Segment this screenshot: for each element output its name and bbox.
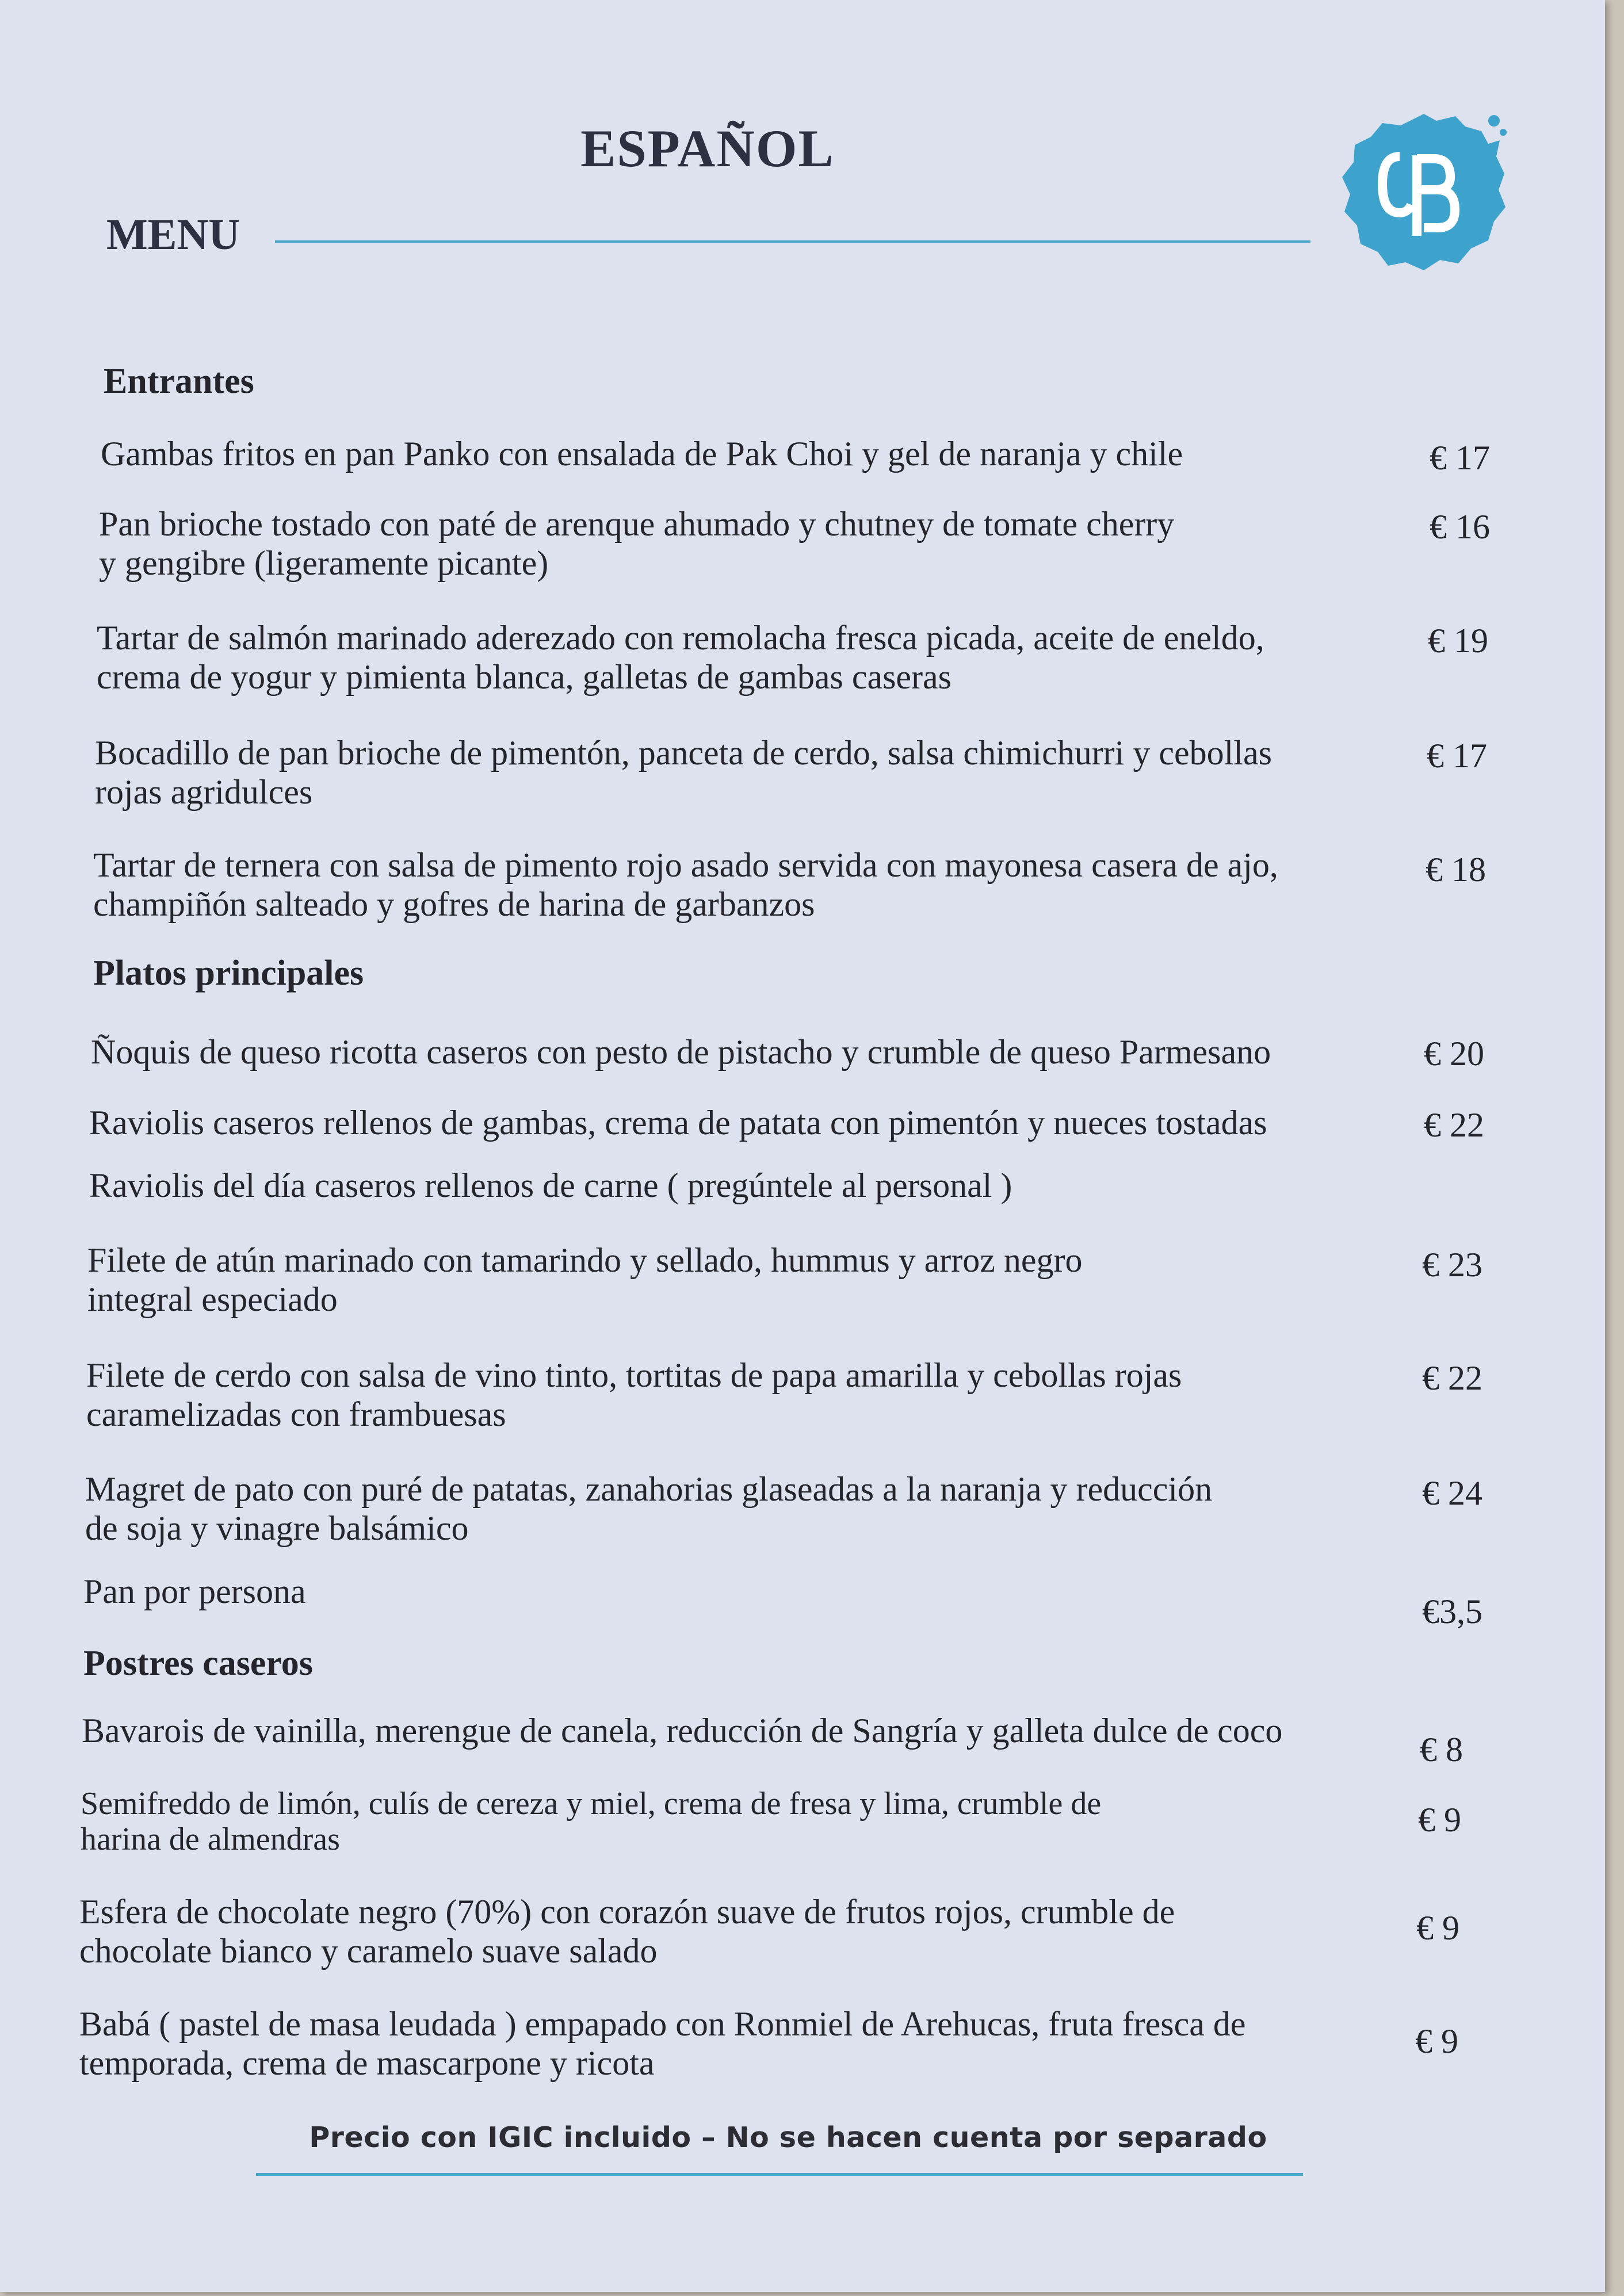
section-title-postres-caseros: Postres caseros bbox=[83, 1644, 313, 1683]
item-description: Babá ( pastel de masa leudada ) empapado con Ronmiel de Arehucas, fruta fresca de temporada, crema de mascarpone y ricota bbox=[79, 2005, 1246, 2082]
item-description: Bavarois de vainilla, merengue de canela, reducción de Sangría y galleta dulce de coco bbox=[82, 1712, 1283, 1750]
item-price: € 17 bbox=[1430, 439, 1490, 477]
qb-logo-icon bbox=[1338, 104, 1510, 276]
item-price: € 8 bbox=[1420, 1731, 1463, 1769]
item-description: Semifreddo de limón, culís de cereza y miel, crema de fresa y lima, crumble de harina de almendras bbox=[81, 1786, 1102, 1857]
item-description: Tartar de ternera con salsa de pimento rojo asado servida con mayonesa casera de ajo, champiñón salteado y gofres de harina de garbanzos bbox=[93, 846, 1278, 923]
item-description: Filete de cerdo con salsa de vino tinto, tortitas de papa amarilla y cebollas rojas caramelizadas con frambuesas bbox=[86, 1356, 1182, 1433]
item-price: € 18 bbox=[1426, 851, 1486, 889]
item-price: € 23 bbox=[1422, 1246, 1482, 1284]
item-price: €3,5 bbox=[1422, 1593, 1482, 1631]
item-price: € 22 bbox=[1424, 1106, 1484, 1144]
section-title-entrantes: Entrantes bbox=[104, 362, 254, 401]
menu-item bbox=[89, 1166, 1412, 1205]
header-divider bbox=[275, 240, 1310, 243]
item-price: € 20 bbox=[1424, 1035, 1484, 1073]
item-price: € 9 bbox=[1415, 2022, 1458, 2060]
menu-item bbox=[85, 1470, 1408, 1548]
menu-item bbox=[97, 618, 1420, 697]
item-description: Esfera de chocolate negro (70%) con corazón suave de frutos rojos, crumble de chocolate bianco y caramelo suave salado bbox=[79, 1893, 1175, 1970]
item-description: Raviolis del día caseros rellenos de carne ( pregúntele al personal ) bbox=[89, 1166, 1012, 1204]
item-price: € 9 bbox=[1416, 1909, 1459, 1947]
item-price: € 22 bbox=[1422, 1359, 1482, 1397]
item-description: Pan por persona bbox=[83, 1572, 306, 1610]
menu-item bbox=[82, 1711, 1405, 1750]
item-description: Filete de atún marinado con tamarindo y sellado, hummus y arroz negro integral especiado bbox=[87, 1241, 1083, 1318]
item-description: Bocadillo de pan brioche de pimentón, panceta de cerdo, salsa chimichurri y cebollas rojas agridulces bbox=[95, 734, 1272, 811]
item-description: Pan brioche tostado con paté de arenque ahumado y chutney de tomate cherry y gengibre (ligeramente picante) bbox=[99, 505, 1175, 582]
menu-label: MENU bbox=[106, 211, 240, 259]
item-price: € 17 bbox=[1427, 737, 1487, 775]
menu-item bbox=[89, 1103, 1412, 1142]
menu-item bbox=[81, 1786, 1404, 1857]
menu-item bbox=[79, 1892, 1403, 1970]
footer-divider bbox=[256, 2173, 1303, 2176]
menu-item bbox=[99, 504, 1422, 583]
item-price: € 16 bbox=[1430, 508, 1490, 546]
menu-item bbox=[87, 1241, 1411, 1319]
item-description: Ñoquis de queso ricotta caseros con pesto de pistacho y crumble de queso Parmesano bbox=[91, 1033, 1271, 1071]
item-description: Magret de pato con puré de patatas, zanahorias glaseadas a la naranja y reducción de soja y vinagre balsámico bbox=[85, 1470, 1213, 1547]
footer-note: Precio con IGIC incluido – No se hacen cuenta por separado bbox=[309, 2121, 1267, 2154]
item-description: Tartar de salmón marinado aderezado con remolacha fresca picada, aceite de eneldo, crema de yogur y pimienta blanca, galletas de gambas caseras bbox=[97, 619, 1264, 696]
menu-item bbox=[79, 2004, 1403, 2083]
item-price: € 9 bbox=[1418, 1801, 1461, 1839]
page-title: ESPAÑOL bbox=[580, 119, 835, 178]
item-price: € 24 bbox=[1422, 1474, 1482, 1512]
menu-item bbox=[95, 733, 1418, 812]
item-description: Raviolis caseros rellenos de gambas, crema de patata con pimentón y nueces tostadas bbox=[89, 1104, 1267, 1142]
menu-item bbox=[86, 1356, 1409, 1434]
menu-item bbox=[101, 434, 1424, 473]
menu-item bbox=[93, 845, 1416, 924]
item-description: Gambas fritos en pan Panko con ensalada de Pak Choi y gel de naranja y chile bbox=[101, 435, 1183, 473]
section-title-platos-principales: Platos principales bbox=[93, 954, 364, 993]
menu-item bbox=[83, 1572, 1407, 1611]
menu-item bbox=[91, 1032, 1414, 1072]
item-price: € 19 bbox=[1428, 622, 1488, 660]
